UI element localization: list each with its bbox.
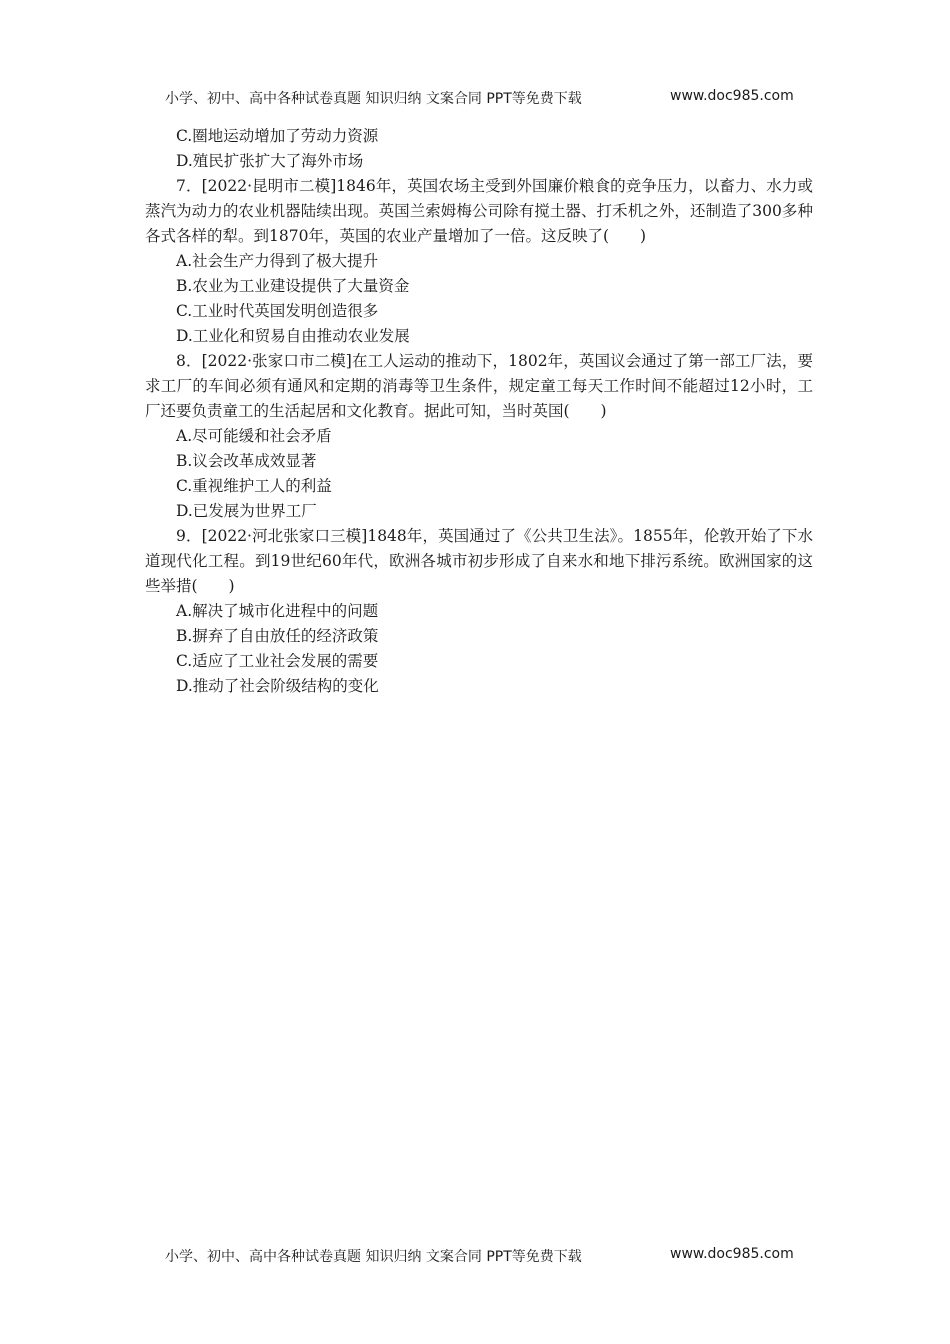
question-9-stem: 9．[2022·河北张家口三模]1848年，英国通过了《公共卫生法》。1855年，伦敦开始了下水道现代化工程。到19世纪60年代，欧洲各城市初步形成了自来水和地下排污系统。欧洲国家的这些举措( ) [145, 527, 813, 595]
header-banner [165, 88, 865, 108]
question-9-option-b: B.摒弃了自由放任的经济政策 [176, 627, 379, 645]
question-9-option-c: C.适应了工业社会发展的需要 [176, 652, 379, 670]
footer-banner [165, 1246, 865, 1266]
question-7-option-b: B.农业为工业建设提供了大量资金 [176, 277, 410, 295]
header-site-link[interactable]: www.doc985.com [670, 88, 794, 104]
question-7-option-d: D.工业化和贸易自由推动农业发展 [176, 327, 410, 345]
question-9-option-d: D.推动了社会阶级结构的变化 [176, 677, 379, 695]
question-7-option-c: C.工业时代英国发明创造很多 [176, 302, 379, 320]
question-8-option-d: D.已发展为世界工厂 [176, 502, 317, 520]
question-8-option-b: B.议会改革成效显著 [176, 452, 317, 470]
footer-site-link[interactable]: www.doc985.com [670, 1246, 794, 1262]
question-9-option-a: A.解决了城市化进程中的问题 [176, 602, 379, 620]
question-content [145, 124, 813, 699]
footer-links: 小学、初中、高中各种试卷真题 知识归纳 文案合同 PPT等免费下载 [165, 1249, 582, 1265]
question-8-option-a: A.尽可能缓和社会矛盾 [176, 427, 332, 445]
question-8-stem: 8．[2022·张家口市二模]在工人运动的推动下，1802年，英国议会通过了第一部工厂法，要求工厂的车间必须有通风和定期的消毒等卫生条件，规定童工每天工作时间不能超过12小时，工厂还要负责童工的生活起居和文化教育。据此可知，当时英国( ) [145, 352, 813, 420]
option-prev-d: D.殖民扩张扩大了海外市场 [176, 152, 364, 170]
header-links: 小学、初中、高中各种试卷真题 知识归纳 文案合同 PPT等免费下载 [165, 91, 582, 107]
question-8-option-c: C.重视维护工人的利益 [176, 477, 332, 495]
question-7-stem: 7．[2022·昆明市二模]1846年，英国农场主受到外国廉价粮食的竞争压力，以畜力、水力或蒸汽为动力的农业机器陆续出现。英国兰索姆梅公司除有搅土器、打禾机之外，还制造了300多种各式各样的犁。到1870年，英国的农业产量增加了一倍。这反映了( ) [145, 177, 813, 245]
question-7-option-a: A.社会生产力得到了极大提升 [176, 252, 379, 270]
option-prev-c: C.圈地运动增加了劳动力资源 [176, 127, 379, 145]
